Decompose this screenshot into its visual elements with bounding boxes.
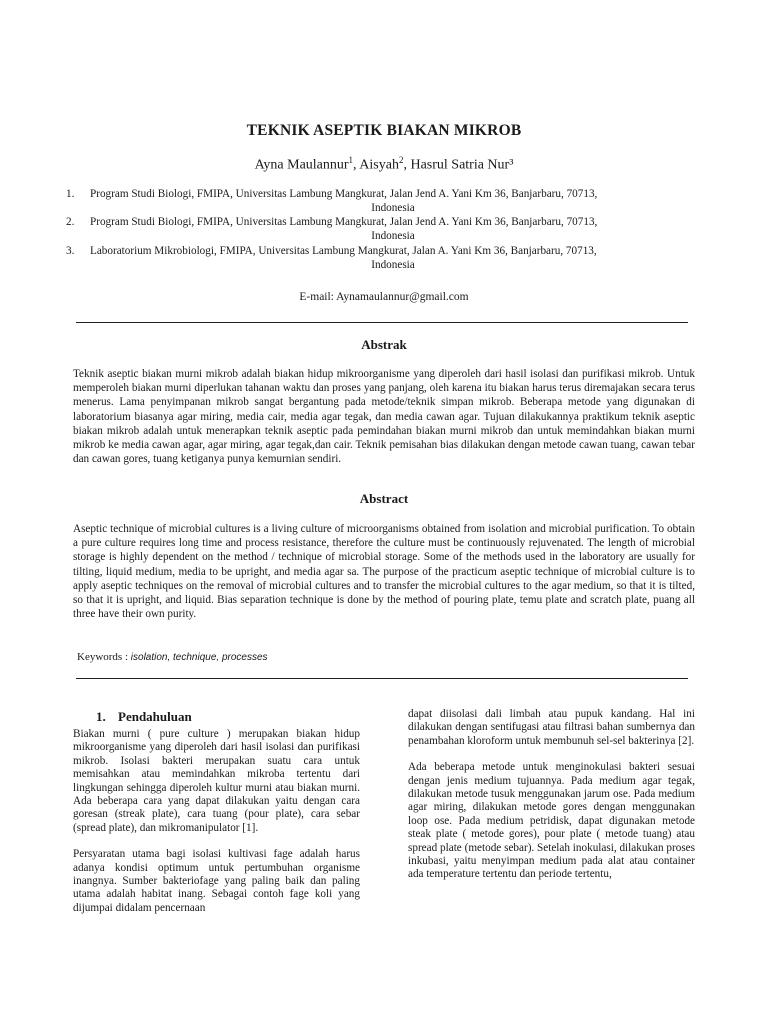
author-name: Hasrul Satria Nur³: [410, 157, 514, 173]
paragraph: Persyaratan utama bagi isolasi kultivasi fage adalah harus adanya kondisi optimum untuk pertumbuhan organisme inangnya. Sumber bakteriofage yang paling baik dan paling utama adalah habitat inang. Sebagai contoh fage koli yang dijumpai didalam pencernaan: [73, 848, 360, 914]
left-column: [73, 728, 360, 915]
abstract-text: Aseptic technique of microbial cultures is a living culture of microorganisms obtained from isolation and microbial purification. To obtain a pure culture requires long time and process resistance, therefore the culture must be continuously rejuvenated. The length of microbial storage is highly dependent on the method / technique of microbial storage. Some of the methods used in the laboratory are usually for tilting, liquid medium, media to be upright, and media agar sa. The purpose of the practicum aseptic technique of microbial culture is to apply aseptic techniques on the removal of microbial cultures and to transfer the microbial cultures to the agar medium, so that it is tilted, so that it is upright, and liquid. Bias separation technique is done by the method of pouring plate, temu plate and scratch plate, puang all three have their own purity.: [73, 523, 695, 621]
author-name: Ayna Maulannur: [254, 157, 349, 173]
affiliation-country: Indonesia: [371, 202, 415, 214]
keywords-values: isolation, technique, processes: [130, 652, 268, 663]
author-affiliation-mark: 2: [398, 155, 404, 165]
section-number: 1.: [96, 709, 106, 724]
affiliation-item: [66, 244, 696, 272]
affiliation-address: Laboratorium Mikrobiologi, FMIPA, Universitas Lambung Mangkurat, Jalan A. Yani Km 36, Banjarbaru, 70713,: [90, 245, 597, 257]
paragraph: Biakan murni ( pure culture ) merupakan biakan hidup mikroorganisme yang diperoleh dari hasil isolasi dan purifikasi mikrob. Isolasi bakteri merupakan suatu cara untuk memisahkan atau memindahkan mikroba tertentu dari lingkungan sehingga diperoleh kultur murni atau biakan murni. Ada beberapa cara yang dapat dilakukan yaitu dengan cara goresan (streak plate), cara tuang (pour plate), cara sebar (spread plate), dan mikromanipulator [1].: [73, 728, 360, 834]
section-title: Pendahuluan: [118, 709, 192, 724]
affiliation-address: Program Studi Biologi, FMIPA, Universitas Lambung Mangkurat, Jalan Jend A. Yani Km 36, Banjarbaru, 70713,: [90, 216, 598, 228]
keywords: [77, 651, 268, 663]
affiliation-address: Program Studi Biologi, FMIPA, Universitas Lambung Mangkurat, Jalan Jend A. Yani Km 36, Banjarbaru, 70713,: [90, 188, 598, 200]
affiliation-number: 1.: [66, 188, 75, 200]
affiliation-country: Indonesia: [371, 259, 415, 271]
paper-title: TEKNIK ASEPTIK BIAKAN MIKROB: [246, 122, 522, 139]
divider: [76, 322, 688, 323]
author-separator: ,: [353, 157, 360, 173]
right-column: [408, 708, 695, 882]
abstract-heading: Abstract: [359, 491, 409, 506]
contact-email: E-mail: Aynamaulannur@gmail.com: [299, 291, 469, 303]
section-heading: [96, 709, 192, 725]
abstrak-heading: Abstrak: [361, 337, 407, 352]
author-affiliation-mark: 1: [348, 155, 354, 165]
affiliation-item: [66, 215, 696, 243]
author-name: Aisyah: [359, 157, 399, 173]
paragraph: dapat diisolasi dali limbah atau pupuk kandang. Hal ini dilakukan dengan sentifugasi atau filtrasi bahan sumbernya dan penambahan kloroform untuk membunuh sel-sel bakterinya [2].: [408, 708, 695, 747]
abstrak-text: Teknik aseptic biakan murni mikrob adalah biakan hidup mikroorganisme yang diperoleh dari hasil isolasi dan purifikasi mikrob. Untuk memperoleh biakan murni diperlukan tahanan waktu dan proses yang panjang, oleh karena itu biakan harus terus diremajakan secara terus menerus. Lama penyimpanan mikrob sangat bergantung pada metode/teknik simpan mikrob. Beberapa metode yang digunakan di laboratorium biasanya agar miring, media cair, media agar tegak, dan media cawan agar. Tujuan dilakukannya praktikum teknik aseptic biakan mikrob adalah untuk menerapkan teknik aseptic pada pemindahan biakan murni mikrob dan untuk memindahkan biakan murni mikrob ke media cawan agar, agar miring, agar tegak,dan cair. Teknik pemisahan bias dilakukan dengan metode cawan tuang, cawan tebar dan cawan gores, tuang ketiganya punya kemurnian sendiri.: [73, 368, 695, 466]
keywords-label: Keywords :: [77, 651, 129, 663]
author-separator: ,: [403, 157, 411, 173]
author-list: [0, 155, 768, 174]
affiliation-item: [66, 187, 696, 215]
affiliation-country: Indonesia: [371, 230, 415, 242]
paragraph: Ada beberapa metode untuk menginokulasi bakteri sesuai dengan jenis medium tujuannya. Pada medium agar tegak, dilakukan metode tusuk menggunakan jarum ose. Pada medium agar miring, dilakukan metode gores dengan menggunakan loop ose. Pada medium petridisk, dapat digunakan metode steak plate ( metode gores), pour plate ( metode tuang) atau spread plate (metode sebar). Setelah inokulasi, dilakukan proses inkubasi, yaitu menyimpan medium pada alat atau container ada temperature tertentu dan periode tertentu,: [408, 761, 695, 881]
divider: [76, 678, 688, 679]
affiliation-number: 2.: [66, 216, 75, 228]
affiliation-number: 3.: [66, 245, 75, 257]
